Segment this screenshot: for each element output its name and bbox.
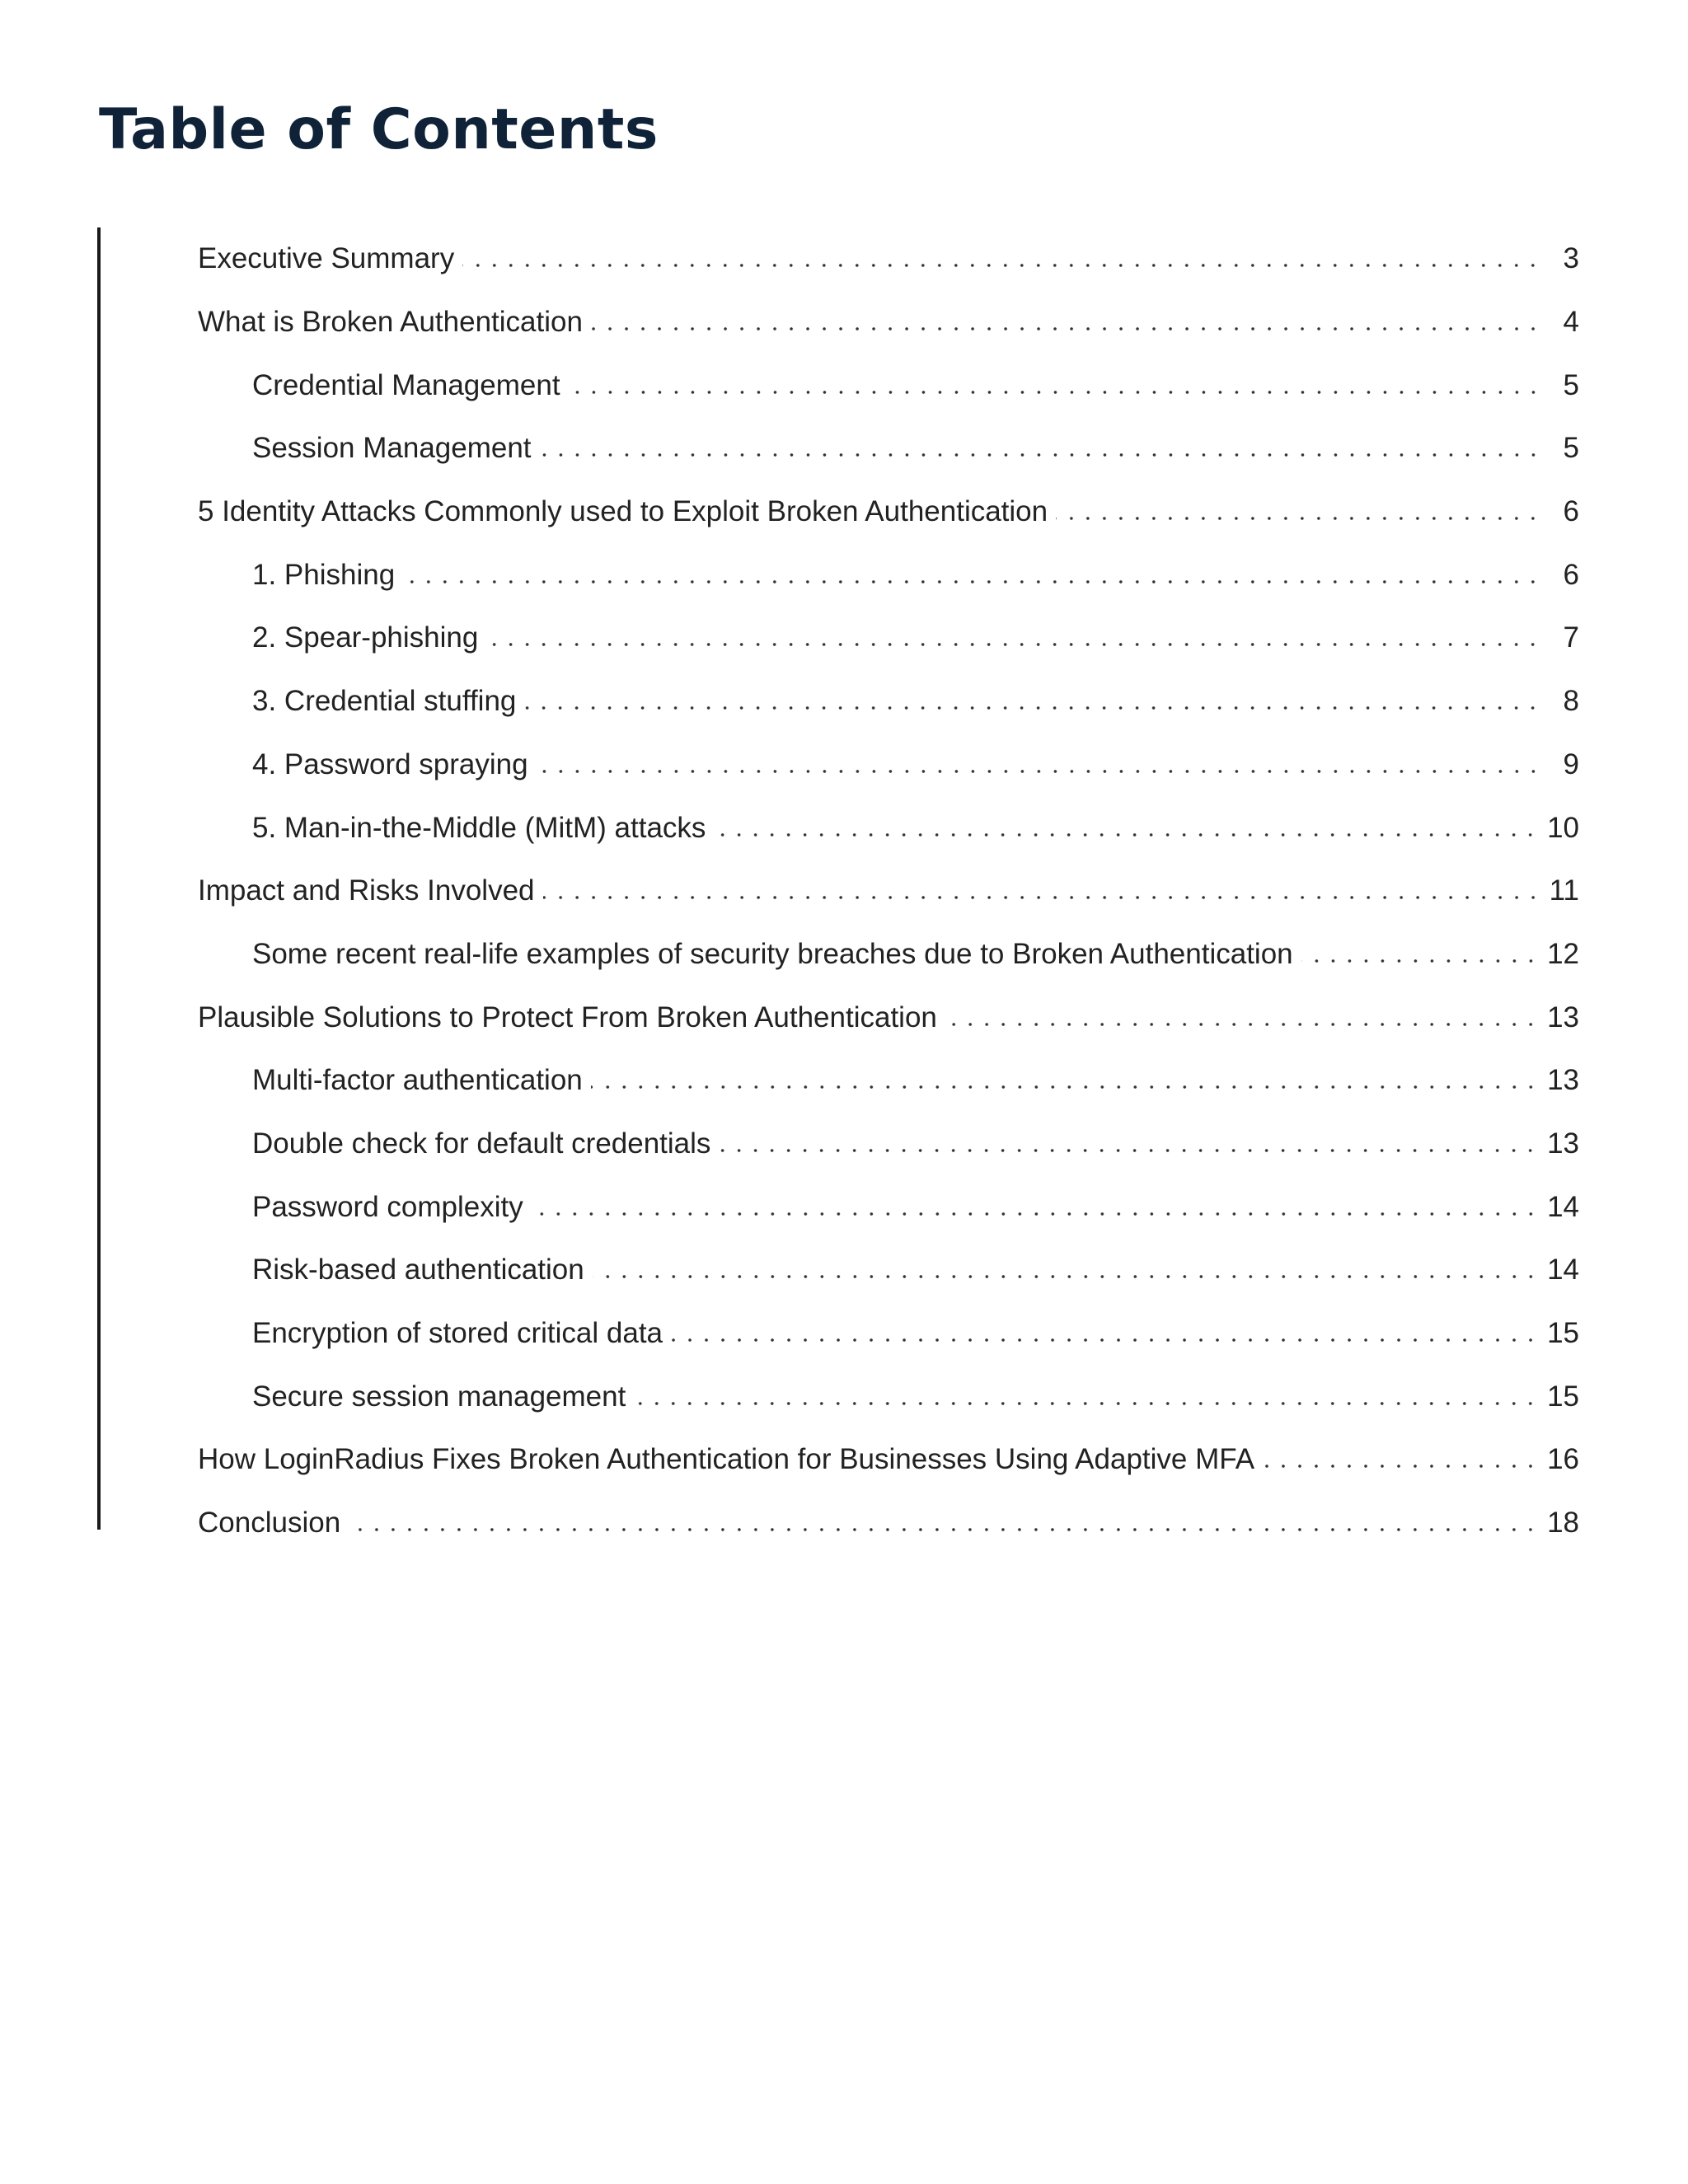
dot-leader bbox=[671, 1338, 1539, 1342]
table-of-contents bbox=[198, 227, 1579, 1554]
toc-entry-label: Some recent real-life examples of security breaches due to Broken Authentication bbox=[252, 938, 1301, 971]
dot-leader bbox=[591, 327, 1541, 330]
toc-entry-page-number: 4 bbox=[1541, 306, 1579, 339]
dot-leader bbox=[719, 1149, 1539, 1152]
toc-entry-page-number: 9 bbox=[1541, 748, 1579, 781]
toc-entry[interactable] bbox=[198, 607, 1579, 670]
toc-entry[interactable] bbox=[198, 670, 1579, 733]
toc-entry-page-number: 12 bbox=[1539, 938, 1579, 971]
toc-entry-label: Credential Management bbox=[252, 369, 569, 402]
toc-entry-label: Multi-factor authentication bbox=[252, 1064, 591, 1097]
toc-entry[interactable] bbox=[198, 227, 1579, 291]
toc-entry[interactable] bbox=[198, 1175, 1579, 1239]
toc-entry-label: Session Management bbox=[252, 432, 540, 465]
toc-entry-label: Password complexity bbox=[252, 1191, 532, 1224]
toc-entry-page-number: 13 bbox=[1539, 1064, 1579, 1097]
dot-leader bbox=[634, 1402, 1539, 1405]
toc-entry[interactable] bbox=[198, 354, 1579, 417]
toc-entry[interactable] bbox=[198, 733, 1579, 797]
toc-entry-label: 5. Man-in-the-Middle (MitM) attacks bbox=[252, 812, 714, 845]
toc-entry-label: 2. Spear-phishing bbox=[252, 621, 486, 654]
dot-leader bbox=[1263, 1465, 1539, 1468]
toc-vertical-rule bbox=[97, 227, 101, 1530]
toc-entry-page-number: 3 bbox=[1541, 242, 1579, 275]
toc-entry-page-number: 18 bbox=[1539, 1507, 1579, 1540]
toc-entry[interactable] bbox=[198, 417, 1579, 480]
toc-entry-label: 1. Phishing bbox=[252, 559, 403, 592]
toc-entry[interactable] bbox=[198, 1049, 1579, 1113]
toc-entry-label: 3. Credential stuffing bbox=[252, 685, 524, 718]
dot-leader bbox=[593, 1275, 1539, 1278]
toc-entry-label: 5 Identity Attacks Commonly used to Exploit Broken Authentication bbox=[198, 495, 1056, 528]
toc-entry-page-number: 6 bbox=[1541, 559, 1579, 592]
dot-leader bbox=[349, 1528, 1539, 1531]
toc-entry[interactable] bbox=[198, 986, 1579, 1049]
toc-entry-label: What is Broken Authentication bbox=[198, 306, 591, 339]
toc-entry[interactable] bbox=[198, 1492, 1579, 1555]
dot-leader bbox=[714, 833, 1539, 837]
toc-entry-page-number: 15 bbox=[1539, 1380, 1579, 1413]
dot-leader bbox=[1301, 959, 1539, 963]
dot-leader bbox=[543, 896, 1541, 899]
toc-entry-label: Plausible Solutions to Protect From Broken Authentication bbox=[198, 1001, 945, 1034]
toc-entry[interactable] bbox=[198, 923, 1579, 987]
toc-entry-label: Encryption of stored critical data bbox=[252, 1317, 671, 1350]
toc-entry-label: Conclusion bbox=[198, 1507, 349, 1540]
toc-entry-page-number: 15 bbox=[1539, 1317, 1579, 1350]
toc-entry-page-number: 8 bbox=[1541, 685, 1579, 718]
dot-leader bbox=[486, 643, 1541, 646]
toc-entry-page-number: 11 bbox=[1541, 874, 1579, 907]
toc-entry[interactable] bbox=[198, 1302, 1579, 1366]
toc-entry[interactable] bbox=[198, 1428, 1579, 1492]
toc-entry[interactable] bbox=[198, 543, 1579, 607]
toc-entry[interactable] bbox=[198, 291, 1579, 354]
toc-entry-label: 4. Password spraying bbox=[252, 748, 537, 781]
toc-entry-label: Secure session management bbox=[252, 1380, 634, 1413]
toc-entry-page-number: 14 bbox=[1539, 1254, 1579, 1286]
dot-leader bbox=[1056, 517, 1541, 520]
toc-entry-label: Risk-based authentication bbox=[252, 1254, 593, 1286]
toc-entry-page-number: 13 bbox=[1539, 1127, 1579, 1160]
toc-entry-page-number: 5 bbox=[1541, 369, 1579, 402]
toc-entry[interactable] bbox=[198, 1239, 1579, 1302]
dot-leader bbox=[569, 391, 1541, 394]
toc-entry-label: How LoginRadius Fixes Broken Authentication for Businesses Using Adaptive MFA bbox=[198, 1443, 1263, 1476]
toc-entry-label: Impact and Risks Involved bbox=[198, 874, 543, 907]
toc-entry-page-number: 7 bbox=[1541, 621, 1579, 654]
toc-entry[interactable] bbox=[198, 860, 1579, 923]
page-title: Table of Contents bbox=[99, 97, 659, 162]
dot-leader bbox=[462, 264, 1541, 267]
dot-leader bbox=[537, 770, 1541, 773]
toc-entry-page-number: 13 bbox=[1539, 1001, 1579, 1034]
toc-entry-page-number: 14 bbox=[1539, 1191, 1579, 1224]
dot-leader bbox=[524, 706, 1541, 710]
toc-entry-page-number: 5 bbox=[1541, 432, 1579, 465]
toc-entry-page-number: 16 bbox=[1539, 1443, 1579, 1476]
dot-leader bbox=[945, 1023, 1539, 1026]
toc-entry[interactable] bbox=[198, 796, 1579, 860]
toc-entry-page-number: 6 bbox=[1541, 495, 1579, 528]
dot-leader bbox=[591, 1085, 1539, 1089]
toc-entry[interactable] bbox=[198, 1113, 1579, 1176]
toc-entry-label: Executive Summary bbox=[198, 242, 462, 275]
toc-entry-page-number: 10 bbox=[1539, 812, 1579, 845]
toc-entry[interactable] bbox=[198, 480, 1579, 544]
toc-entry-label: Double check for default credentials bbox=[252, 1127, 719, 1160]
toc-entry[interactable] bbox=[198, 1365, 1579, 1428]
dot-leader bbox=[540, 453, 1541, 457]
dot-leader bbox=[403, 580, 1541, 583]
dot-leader bbox=[532, 1212, 1539, 1216]
